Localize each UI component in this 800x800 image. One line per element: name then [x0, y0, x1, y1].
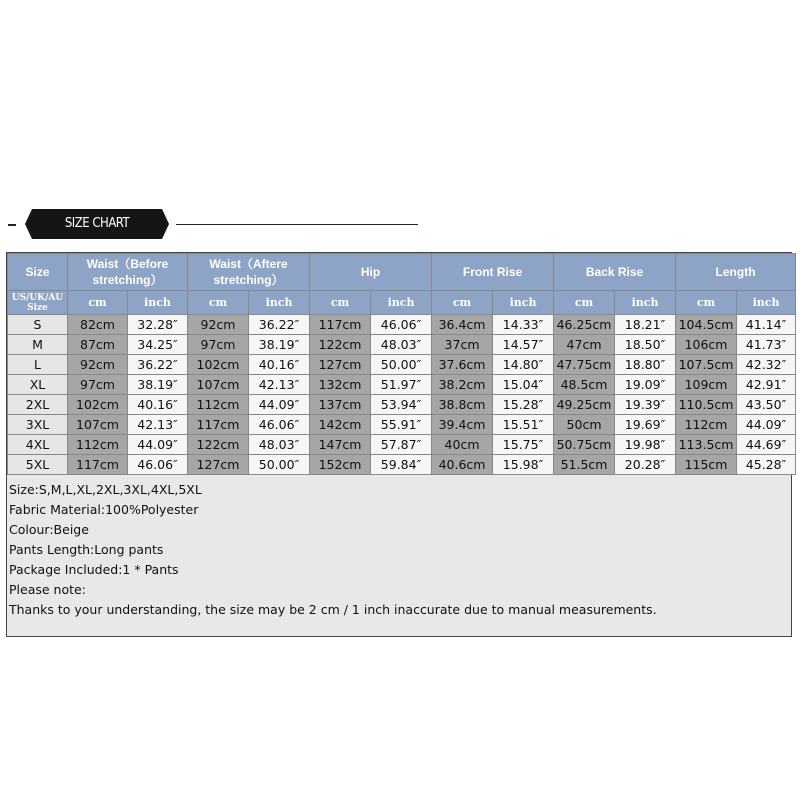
inch-value-cell: 14.33″ — [493, 315, 554, 335]
note-package: Package Included:1 * Pants — [9, 562, 179, 577]
cm-value-cell: 110.5cm — [676, 395, 737, 415]
cm-value-cell: 87cm — [68, 335, 128, 355]
cm-value-cell: 109cm — [676, 375, 737, 395]
inch-value-cell: 32.28″ — [128, 315, 188, 335]
inch-value-cell: 42.13″ — [249, 375, 310, 395]
inch-value-cell: 46.06″ — [371, 315, 432, 335]
unit-cm-header: cm — [68, 291, 128, 315]
inch-value-cell: 46.06″ — [128, 455, 188, 475]
cm-value-cell: 50cm — [554, 415, 615, 435]
cm-value-cell: 132cm — [310, 375, 371, 395]
cm-value-cell: 117cm — [188, 415, 249, 435]
note-please-note: Please note: — [9, 582, 86, 597]
column-header: Hip — [310, 254, 432, 291]
note-pants-length: Pants Length:Long pants — [9, 542, 164, 557]
cm-value-cell: 102cm — [188, 355, 249, 375]
inch-value-cell: 44.09″ — [249, 395, 310, 415]
note-fabric: Fabric Material:100%Polyester — [9, 502, 199, 517]
cm-value-cell: 47.75cm — [554, 355, 615, 375]
inch-value-cell: 18.50″ — [615, 335, 676, 355]
inch-value-cell: 57.87″ — [371, 435, 432, 455]
inch-value-cell: 34.25″ — [128, 335, 188, 355]
note-colour: Colour:Beige — [9, 522, 89, 537]
inch-value-cell: 40.16″ — [128, 395, 188, 415]
cm-value-cell: 122cm — [310, 335, 371, 355]
inch-value-cell: 19.09″ — [615, 375, 676, 395]
inch-value-cell: 53.94″ — [371, 395, 432, 415]
unit-inch-header: inch — [128, 291, 188, 315]
inch-value-cell: 59.84″ — [371, 455, 432, 475]
cm-value-cell: 40cm — [432, 435, 493, 455]
table-row — [8, 415, 796, 435]
size-cell: S — [8, 315, 68, 335]
cm-value-cell: 48.5cm — [554, 375, 615, 395]
inch-value-cell: 19.39″ — [615, 395, 676, 415]
inch-value-cell: 15.75″ — [493, 435, 554, 455]
cm-value-cell: 117cm — [68, 455, 128, 475]
table-row — [8, 315, 796, 335]
column-header: Back Rise — [554, 254, 676, 291]
cm-value-cell: 37.6cm — [432, 355, 493, 375]
cm-value-cell: 37cm — [432, 335, 493, 355]
cm-value-cell: 82cm — [68, 315, 128, 335]
column-header: Waist（Before stretching） — [68, 254, 188, 291]
cm-value-cell: 97cm — [188, 335, 249, 355]
inch-value-cell: 15.28″ — [493, 395, 554, 415]
cm-value-cell: 107cm — [188, 375, 249, 395]
table-row — [8, 355, 796, 375]
inch-value-cell: 18.21″ — [615, 315, 676, 335]
cm-value-cell: 107cm — [68, 415, 128, 435]
inch-value-cell: 50.00″ — [249, 455, 310, 475]
cm-value-cell: 102cm — [68, 395, 128, 415]
inch-value-cell: 42.32″ — [737, 355, 796, 375]
unit-inch-header: inch — [737, 291, 796, 315]
table-row — [8, 455, 796, 475]
note-disclaimer: Thanks to your understanding, the size may be 2 cm / 1 inch inaccurate due to manual measurements. — [9, 602, 657, 617]
cm-value-cell: 38.2cm — [432, 375, 493, 395]
inch-value-cell: 44.09″ — [737, 415, 796, 435]
cm-value-cell: 36.4cm — [432, 315, 493, 335]
unit-inch-header: inch — [371, 291, 432, 315]
cm-value-cell: 115cm — [676, 455, 737, 475]
cm-value-cell: 113.5cm — [676, 435, 737, 455]
size-system-header: US/UK/AU Size — [8, 291, 68, 315]
size-cell: 4XL — [8, 435, 68, 455]
cm-value-cell: 112cm — [188, 395, 249, 415]
inch-value-cell: 36.22″ — [128, 355, 188, 375]
inch-value-cell: 41.14″ — [737, 315, 796, 335]
table-row — [8, 435, 796, 455]
cm-value-cell: 127cm — [310, 355, 371, 375]
table-row — [8, 375, 796, 395]
cm-value-cell: 117cm — [310, 315, 371, 335]
inch-value-cell: 14.57″ — [493, 335, 554, 355]
inch-value-cell: 48.03″ — [371, 335, 432, 355]
unit-cm-header: cm — [310, 291, 371, 315]
size-table — [7, 253, 796, 475]
unit-cm-header: cm — [188, 291, 249, 315]
size-cell: L — [8, 355, 68, 375]
size-cell: 3XL — [8, 415, 68, 435]
inch-value-cell: 19.69″ — [615, 415, 676, 435]
cm-value-cell: 51.5cm — [554, 455, 615, 475]
note-sizes: Size:S,M,L,XL,2XL,3XL,4XL,5XL — [9, 482, 202, 497]
cm-value-cell: 47cm — [554, 335, 615, 355]
cm-value-cell: 39.4cm — [432, 415, 493, 435]
inch-value-cell: 55.91″ — [371, 415, 432, 435]
cm-value-cell: 112cm — [676, 415, 737, 435]
size-cell: M — [8, 335, 68, 355]
inch-value-cell: 41.73″ — [737, 335, 796, 355]
cm-value-cell: 38.8cm — [432, 395, 493, 415]
inch-value-cell: 42.91″ — [737, 375, 796, 395]
unit-inch-header: inch — [615, 291, 676, 315]
cm-value-cell: 46.25cm — [554, 315, 615, 335]
banner-divider — [176, 224, 418, 225]
inch-value-cell: 44.09″ — [128, 435, 188, 455]
column-header: Front Rise — [432, 254, 554, 291]
table-row — [8, 335, 796, 355]
cm-value-cell: 142cm — [310, 415, 371, 435]
inch-value-cell: 51.97″ — [371, 375, 432, 395]
cm-value-cell: 137cm — [310, 395, 371, 415]
cm-value-cell: 104.5cm — [676, 315, 737, 335]
inch-value-cell: 50.00″ — [371, 355, 432, 375]
inch-value-cell: 15.04″ — [493, 375, 554, 395]
inch-value-cell: 19.98″ — [615, 435, 676, 455]
inch-value-cell: 46.06″ — [249, 415, 310, 435]
inch-value-cell: 36.22″ — [249, 315, 310, 335]
size-chart-sheet — [6, 252, 792, 637]
cm-value-cell: 50.75cm — [554, 435, 615, 455]
cm-value-cell: 49.25cm — [554, 395, 615, 415]
cm-value-cell: 112cm — [68, 435, 128, 455]
table-header-row — [8, 254, 796, 291]
cm-value-cell: 107.5cm — [676, 355, 737, 375]
banner-dash — [8, 224, 16, 226]
cm-value-cell: 147cm — [310, 435, 371, 455]
cm-value-cell: 106cm — [676, 335, 737, 355]
size-cell: 5XL — [8, 455, 68, 475]
inch-value-cell: 15.98″ — [493, 455, 554, 475]
cm-value-cell: 97cm — [68, 375, 128, 395]
banner-title: SIZE CHART — [32, 209, 162, 239]
size-cell: XL — [8, 375, 68, 395]
unit-header-row — [8, 291, 796, 315]
cm-value-cell: 152cm — [310, 455, 371, 475]
inch-value-cell: 44.69″ — [737, 435, 796, 455]
cm-value-cell: 92cm — [188, 315, 249, 335]
inch-value-cell: 20.28″ — [615, 455, 676, 475]
table-row — [8, 395, 796, 415]
unit-cm-header: cm — [554, 291, 615, 315]
column-header: Length — [676, 254, 796, 291]
inch-value-cell: 15.51″ — [493, 415, 554, 435]
inch-value-cell: 40.16″ — [249, 355, 310, 375]
cm-value-cell: 92cm — [68, 355, 128, 375]
unit-cm-header: cm — [676, 291, 737, 315]
inch-value-cell: 42.13″ — [128, 415, 188, 435]
size-cell: 2XL — [8, 395, 68, 415]
column-header: Waist（Aftere stretching） — [188, 254, 310, 291]
inch-value-cell: 38.19″ — [249, 335, 310, 355]
table-body — [8, 315, 796, 475]
inch-value-cell: 18.80″ — [615, 355, 676, 375]
cm-value-cell: 127cm — [188, 455, 249, 475]
unit-cm-header: cm — [432, 291, 493, 315]
inch-value-cell: 43.50″ — [737, 395, 796, 415]
product-notes — [9, 480, 657, 620]
inch-value-cell: 38.19″ — [128, 375, 188, 395]
cm-value-cell: 40.6cm — [432, 455, 493, 475]
inch-value-cell: 48.03″ — [249, 435, 310, 455]
unit-inch-header: inch — [249, 291, 310, 315]
inch-value-cell: 14.80″ — [493, 355, 554, 375]
size-chart-banner — [0, 207, 800, 243]
inch-value-cell: 45.28″ — [737, 455, 796, 475]
cm-value-cell: 122cm — [188, 435, 249, 455]
size-header: Size — [8, 254, 68, 291]
unit-inch-header: inch — [493, 291, 554, 315]
